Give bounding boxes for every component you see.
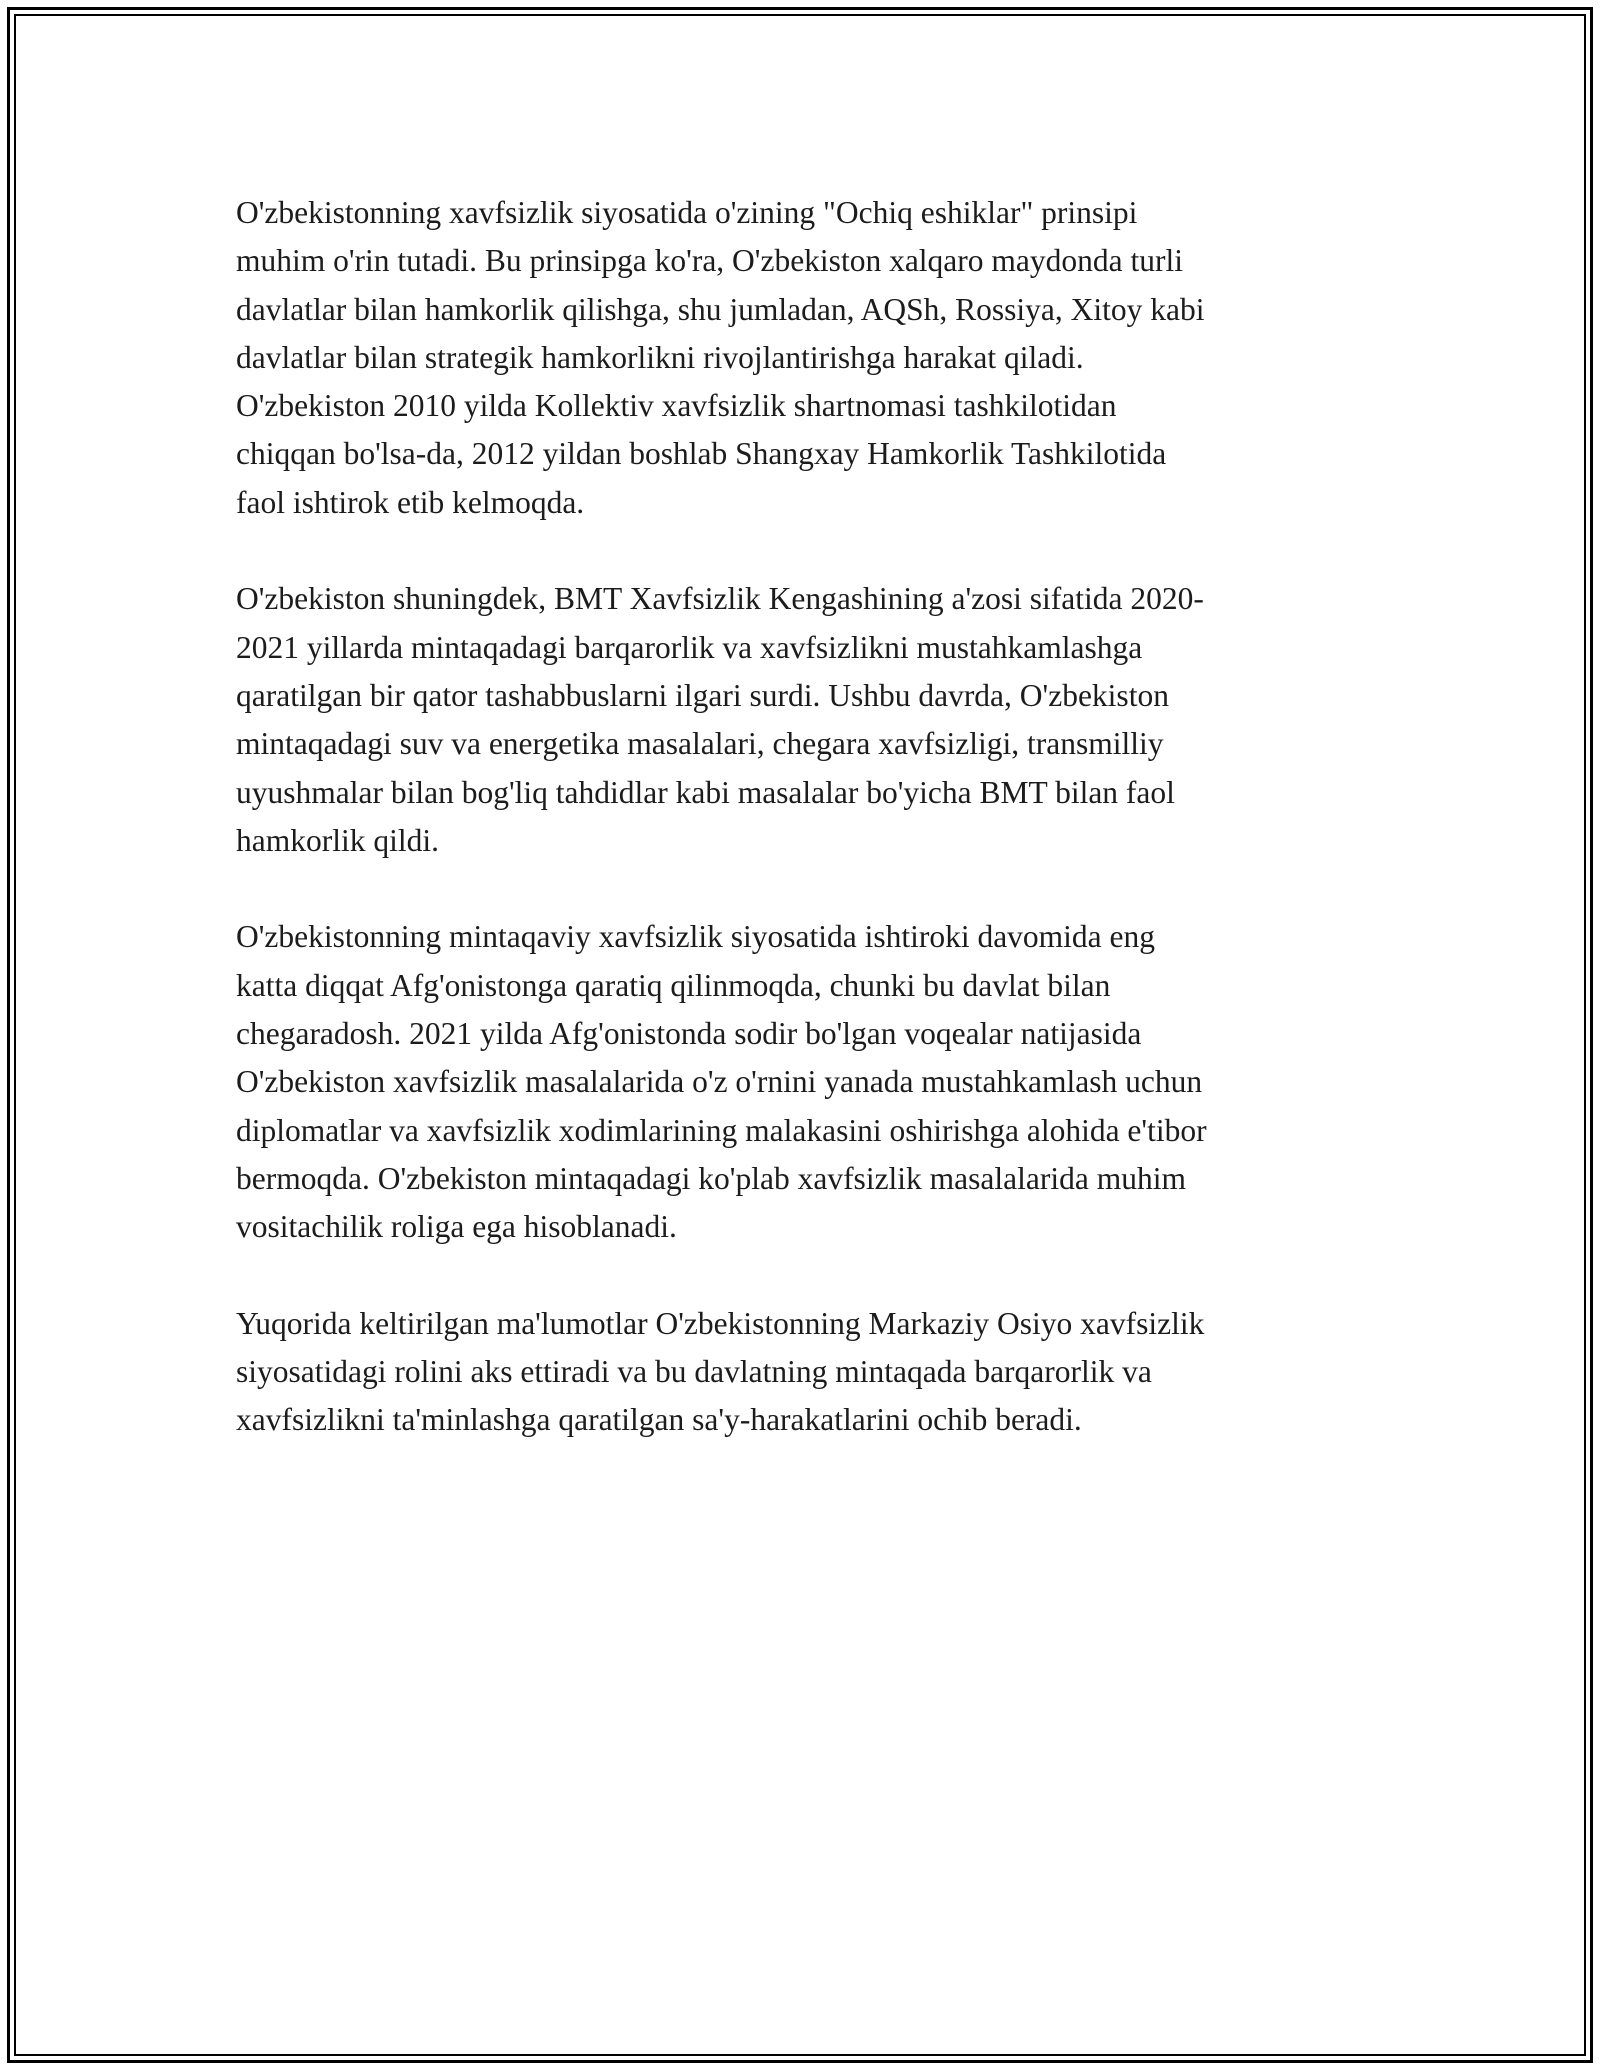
text-line: O'zbekiston 2010 yilda Kollektiv xavfsizlik shartnomasi tashkilotidan bbox=[236, 388, 1117, 424]
text-line: Yuqorida keltirilgan ma'lumotlar O'zbekistonning Markaziy Osiyo xavfsizlik bbox=[236, 1305, 1205, 1341]
text-line: 2021 yillarda mintaqadagi barqarorlik va xavfsizlikni mustahkamlashga bbox=[236, 629, 1143, 665]
text-line: xavfsizlikni ta'minlashga qaratilgan sa'y-harakatlarini ochib beradi. bbox=[236, 1402, 1082, 1438]
paragraph-afghanistan-focus bbox=[236, 913, 1396, 1251]
text-line: O'zbekiston shuningdek, BMT Xavfsizlik Kengashining a'zosi sifatida 2020- bbox=[236, 581, 1204, 617]
text-line: siyosatidagi rolini aks ettiradi va bu davlatning mintaqada barqarorlik va bbox=[236, 1354, 1152, 1390]
paragraph-open-doors-principle bbox=[236, 189, 1396, 527]
text-line: O'zbekistonning xavfsizlik siyosatida o'zining "Ochiq eshiklar" prinsipi bbox=[236, 195, 1138, 230]
text-line: bermoqda. O'zbekiston mintaqadagi ko'plab xavfsizlik masalalarida muhim bbox=[236, 1160, 1186, 1196]
text-line: diplomatlar va xavfsizlik xodimlarining malakasini oshirishga alohida e'tibor bbox=[236, 1112, 1207, 1148]
text-line: chiqqan bo'lsa-da, 2012 yildan boshlab Shangxay Hamkorlik Tashkilotida bbox=[236, 436, 1167, 472]
text-line: davlatlar bilan strategik hamkorlikni rivojlantirishga harakat qiladi. bbox=[236, 339, 1084, 375]
document-body bbox=[236, 189, 1396, 1493]
text-line: chegaradosh. 2021 yilda Afg'onistonda sodir bo'lgan voqealar natijasida bbox=[236, 1016, 1142, 1052]
text-line: uyushmalar bilan bog'liq tahdidlar kabi masalalar bo'yicha BMT bilan faol bbox=[236, 774, 1175, 810]
text-line: O'zbekiston xavfsizlik masalalarida o'z o'rnini yanada mustahkamlash uchun bbox=[236, 1064, 1203, 1100]
paragraph-un-security-council bbox=[236, 575, 1396, 865]
text-line: muhim o'rin tutadi. Bu prinsipga ko'ra, O'zbekiston xalqaro maydonda turli bbox=[236, 243, 1183, 279]
text-line: mintaqadagi suv va energetika masalalari, chegara xavfsizligi, transmilliy bbox=[236, 726, 1164, 762]
text-line: vositachilik roliga ega hisoblanadi. bbox=[236, 1209, 677, 1245]
paragraph-conclusion bbox=[236, 1300, 1396, 1445]
text-line: katta diqqat Afg'onistonga qaratiq qilinmoqda, chunki bu davlat bilan bbox=[236, 967, 1111, 1003]
text-line: faol ishtirok etib kelmoqda. bbox=[236, 484, 585, 520]
text-line: hamkorlik qildi. bbox=[236, 822, 439, 858]
text-line: davlatlar bilan hamkorlik qilishga, shu jumladan, AQSh, Rossiya, Xitoy kabi bbox=[236, 291, 1205, 327]
text-line: O'zbekistonning mintaqaviy xavfsizlik siyosatida ishtiroki davomida eng bbox=[236, 919, 1156, 955]
text-line: qaratilgan bir qator tashabbuslarni ilgari surdi. Ushbu davrda, O'zbekiston bbox=[236, 677, 1169, 713]
